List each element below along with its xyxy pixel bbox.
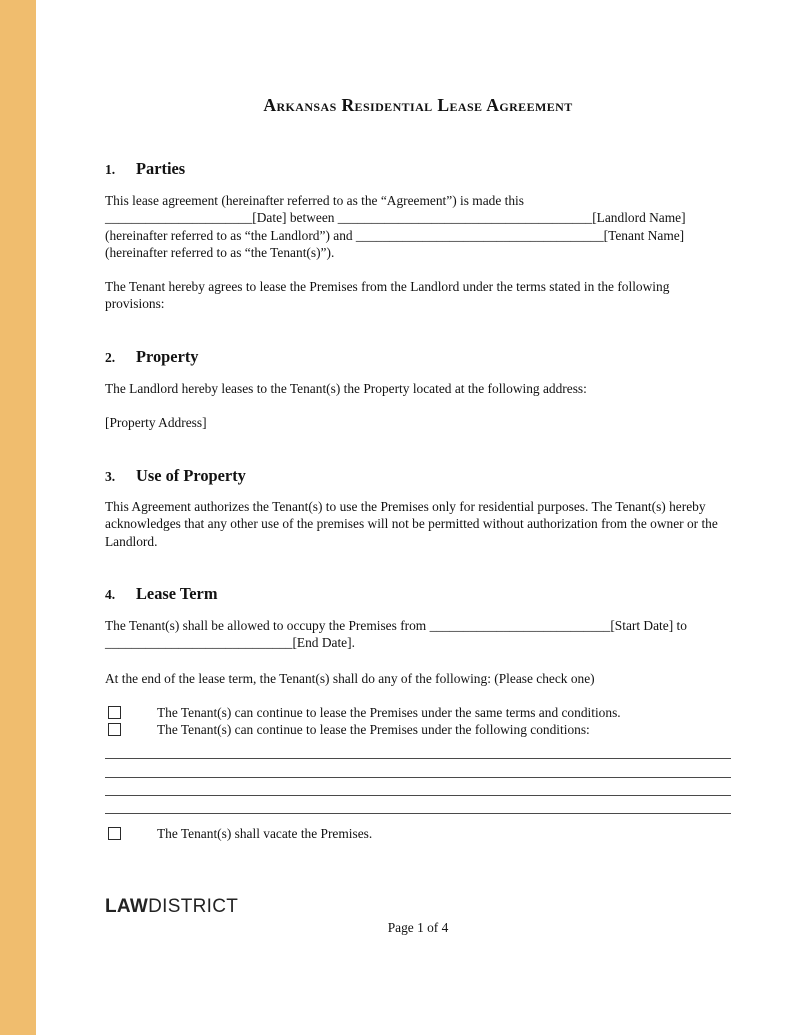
property-address-placeholder: [Property Address] bbox=[105, 415, 207, 430]
logo-text-light: DISTRICT bbox=[148, 896, 239, 917]
left-accent-bar bbox=[0, 0, 36, 1035]
section-number: 4. bbox=[105, 587, 116, 602]
document-title: Arkansas Residential Lease Agreement bbox=[263, 95, 573, 115]
option-label: The Tenant(s) can continue to lease the Premises under the same terms and conditions. bbox=[157, 705, 621, 720]
paragraph-line: (hereinafter referred to as “the Tenant(s)”). bbox=[105, 244, 335, 260]
blank-rule-line bbox=[105, 778, 731, 796]
section-title: Parties bbox=[136, 159, 186, 178]
checkbox-icon[interactable] bbox=[108, 723, 121, 736]
section-number: 3. bbox=[105, 469, 116, 484]
checkbox-icon[interactable] bbox=[108, 827, 121, 840]
occupancy-period-paragraph bbox=[105, 617, 731, 652]
option-following-conditions bbox=[105, 721, 731, 738]
option-label: The Tenant(s) can continue to lease the Premises under the following conditions: bbox=[157, 722, 590, 737]
option-same-terms bbox=[105, 704, 731, 721]
tenant-blank-line: (hereinafter referred to as “the Landlord”) and _____________________________________[Tenant Name] bbox=[105, 227, 685, 243]
lease-agreement-document bbox=[105, 0, 731, 1035]
end-of-term-instruction: At the end of the lease term, the Tenant(s) shall do any of the following: (Please check one) bbox=[105, 671, 595, 686]
checkbox-icon[interactable] bbox=[108, 706, 121, 719]
paragraph-line: This lease agreement (hereinafter referred to as the “Agreement”) is made this bbox=[105, 193, 524, 208]
date-landlord-blank-line: ______________________[Date] between ______________________________________[Landlord Name] bbox=[105, 210, 686, 226]
end-date-blank-line: ____________________________[End Date]. bbox=[105, 635, 355, 651]
section-heading-use-of-property bbox=[105, 465, 731, 487]
section-number: 2. bbox=[105, 350, 116, 365]
start-date-blank-line: The Tenant(s) shall be allowed to occupy the Premises from ___________________________[Start Date] to bbox=[105, 618, 687, 633]
option-label: The Tenant(s) shall vacate the Premises. bbox=[157, 826, 373, 841]
page-number: Page 1 of 4 bbox=[387, 920, 449, 935]
blank-rule-line bbox=[105, 741, 731, 759]
section-title: Property bbox=[136, 347, 199, 366]
conditions-write-in-area bbox=[105, 741, 731, 814]
blank-rule-line bbox=[105, 796, 731, 814]
property-lease-statement: The Landlord hereby leases to the Tenant(s) the Property located at the following address: bbox=[105, 381, 587, 396]
section-title: Use of Property bbox=[136, 466, 246, 485]
blank-rule-line bbox=[105, 759, 731, 777]
use-of-property-paragraph: This Agreement authorizes the Tenant(s) to use the Premises only for residential purposes. The Tenant(s) hereby acknowledges that any other use of the premises will not be permitted without authorization from the owner or the Landlord. bbox=[105, 499, 718, 549]
option-vacate bbox=[105, 825, 731, 842]
lawdistrict-logo bbox=[105, 897, 731, 917]
section-number: 1. bbox=[105, 162, 116, 177]
section-title: Lease Term bbox=[136, 584, 218, 603]
section-heading-parties bbox=[105, 158, 731, 180]
section-heading-lease-term bbox=[105, 583, 731, 605]
logo-text-bold: LAW bbox=[105, 896, 149, 917]
section-heading-property bbox=[105, 346, 731, 368]
tenant-agreement-note: The Tenant hereby agrees to lease the Premises from the Landlord under the terms stated in the following provisions: bbox=[105, 279, 670, 312]
parties-intro-paragraph bbox=[105, 192, 731, 261]
